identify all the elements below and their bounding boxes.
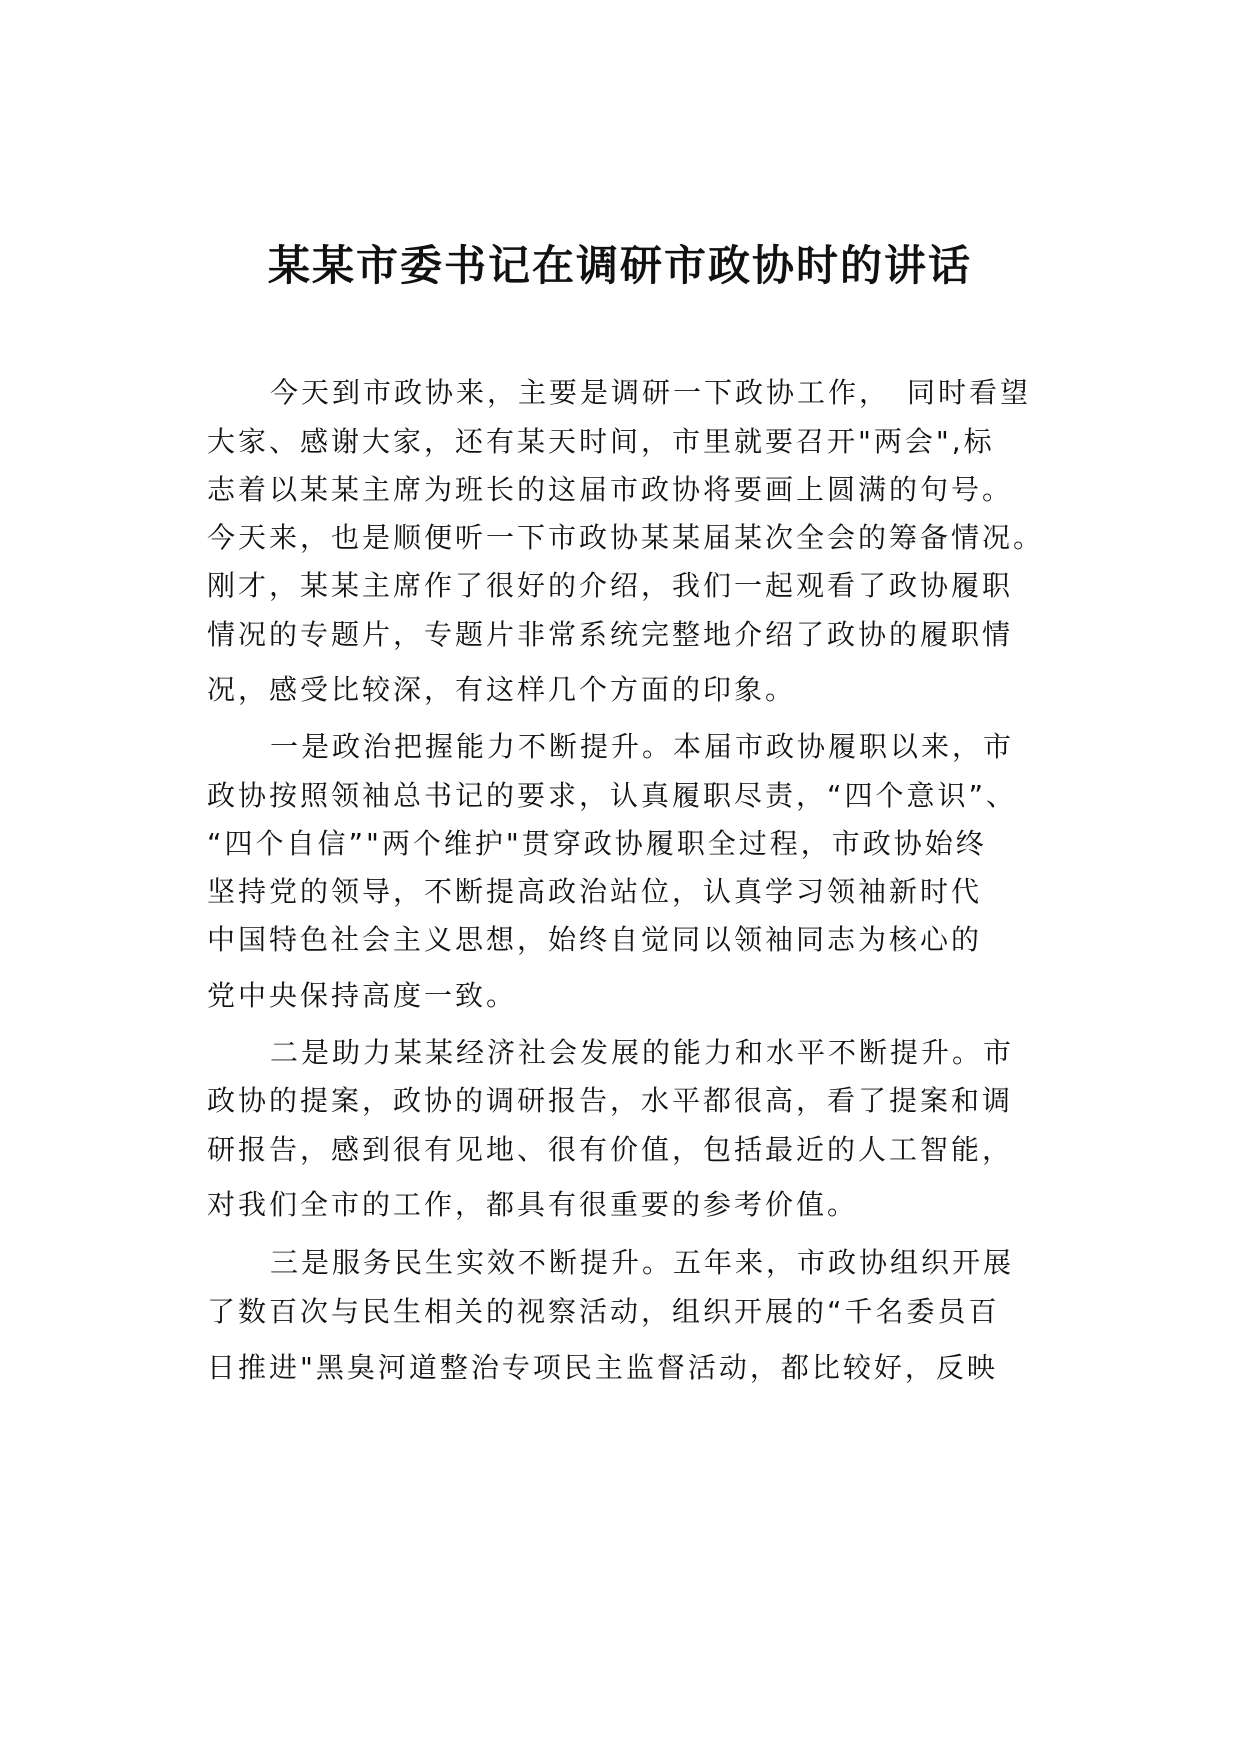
paragraph-line: 日推进"黑臭河道整治专项民主监督活动，都比较好，反映 [207,1351,998,1384]
paragraph-line: 三是服务民生实效不断提升。五年来，市政协组织开展 [270,1246,1015,1279]
paragraph-line: 坚持党的领导，不断提高政治站位，认真学习领袖新时代 [207,875,983,908]
document-title: 某某市委书记在调研市政协时的讲话 [267,241,972,290]
paragraph-line: 政协按照领袖总书记的要求，认真履职尽责，“四个意识”、 [207,779,1018,812]
paragraph-line: 二是助力某某经济社会发展的能力和水平不断提升。市 [270,1036,1015,1069]
paragraph-line: 对我们全市的工作，都具有很重要的参考价值。 [207,1188,859,1221]
paragraph-line: 研报告，感到很有见地、很有价值，包括最近的人工智能， [207,1133,1014,1166]
paragraph-line: 志着以某某主席为班长的这届市政协将要画上圆满的句号。 [207,473,1014,506]
paragraph-line: “四个自信”"两个维护"贯穿政协履职全过程，市政协始终 [207,827,987,860]
paragraph-line: 况，感受比较深，有这样几个方面的印象。 [207,673,797,706]
paragraph-line: 党中央保持高度一致。 [207,979,518,1012]
paragraph-line: 今天来，也是顺便听一下市政协某某届某次全会的筹备情况。 [207,521,1045,554]
paragraph-line: 一是政治把握能力不断提升。本届市政协履职以来，市 [270,730,1015,763]
paragraph-line: 了数百次与民生相关的视察活动，组织开展的“千名委员百 [207,1295,1000,1328]
paragraph-line: 大家、感谢大家，还有某天时间，市里就要召开"两会",标 [207,425,995,458]
paragraph-line: 政协的提案，政协的调研报告，水平都很高，看了提案和调 [207,1084,1014,1117]
paragraph-line: 今天到市政协来，主要是调研一下政协工作， 同时看望 [270,376,1032,409]
paragraph-line: 中国特色社会主义思想，始终自觉同以领袖同志为核心的 [207,923,983,956]
paragraph-line: 情况的专题片，专题片非常系统完整地介绍了政协的履职情 [207,618,1014,651]
paragraph-line: 刚才，某某主席作了很好的介绍，我们一起观看了政协履职 [207,569,1014,602]
